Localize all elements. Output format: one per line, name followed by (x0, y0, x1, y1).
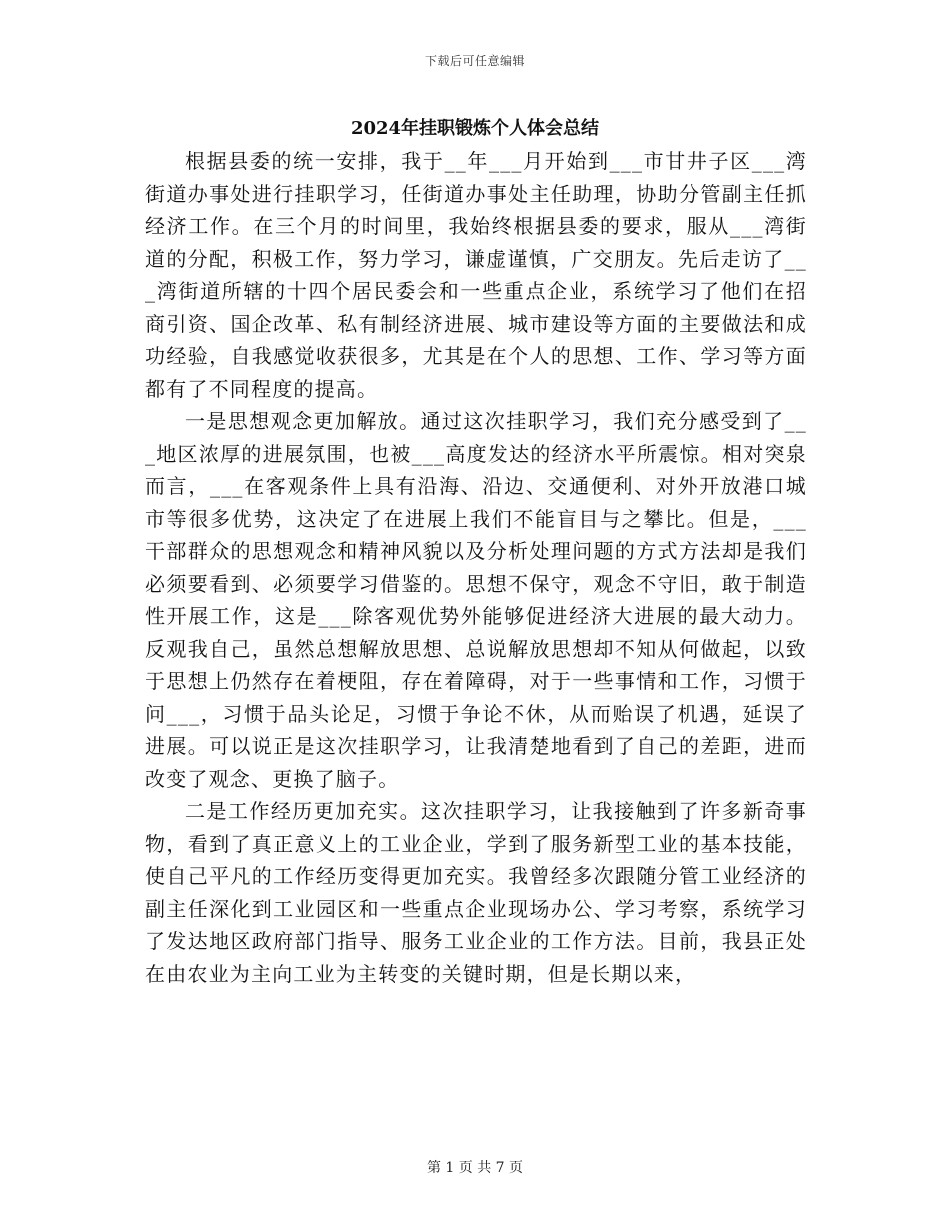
paragraph-point-two: 二是工作经历更加充实。这次挂职学习，让我接触到了许多新奇事物，看到了真正意义上的工业企业，学到了服务新型工业的基本技能，使自己平凡的工作经历变得更加充实。我曾经多次跟随分管工业经济的副主任深化到工业园区和一些重点企业现场办公、学习考察，系统学习了发达地区政府部门指导、服务工业企业的工作方法。目前，我县正处在由农业为主向工业为主转变的关键时期，但是长期以来， (145, 799, 807, 986)
paragraph-point-one: 一是思想观念更加解放。通过这次挂职学习，我们充分感受到了___地区浓厚的进展氛围，也被___高度发达的经济水平所震惊。相对突泉而言，___在客观条件上具有沿海、沿边、交通便利、对外开放港口城市等很多优势，这决定了在进展上我们不能盲目与之攀比。但是，___干部群众的思想观念和精神风貌以及分析处理问题的方式方法却是我们必须要看到、必须要学习借鉴的。思想不保守，观念不守旧，敢于制造性开展工作，这是___除客观优势外能够促进经济大进展的最大动力。反观我自己，虽然总想解放思想、总说解放思想却不知从何做起，以致于思想上仍然存在着梗阻，存在着障碍，对于一些事情和工作，习惯于问___，习惯于品头论足，习惯于争论不休，从而贻误了机遇，延误了进展。可以说正是这次挂职学习，让我清楚地看到了自己的差距，进而改变了观念、更换了脑子。 (145, 409, 807, 791)
document-title: 2024年挂职锻炼个人体会总结 (350, 118, 600, 139)
document-body (145, 145, 807, 990)
page-number: 第 1 页 共 7 页 (426, 1160, 524, 1176)
header-note: 下载后可任意编辑 (424, 54, 525, 68)
paragraph-intro: 根据县委的统一安排，我于__年___月开始到___市甘井子区___湾街道办事处进行挂职学习，任街道办事处主任助理，协助分管副主任抓经济工作。在三个月的时间里，我始终根据县委的要求，服从___湾街道的分配，积极工作，努力学习，谦虚谨慎，广交朋友。先后走访了___湾街道所辖的十四个居民委会和一些重点企业，系统学习了他们在招商引资、国企改革、私有制经济进展、城市建设等方面的主要做法和成功经验，自我感觉收获很多，尤其是在个人的思想、工作、学习等方面都有了不同程度的提高。 (145, 149, 807, 401)
